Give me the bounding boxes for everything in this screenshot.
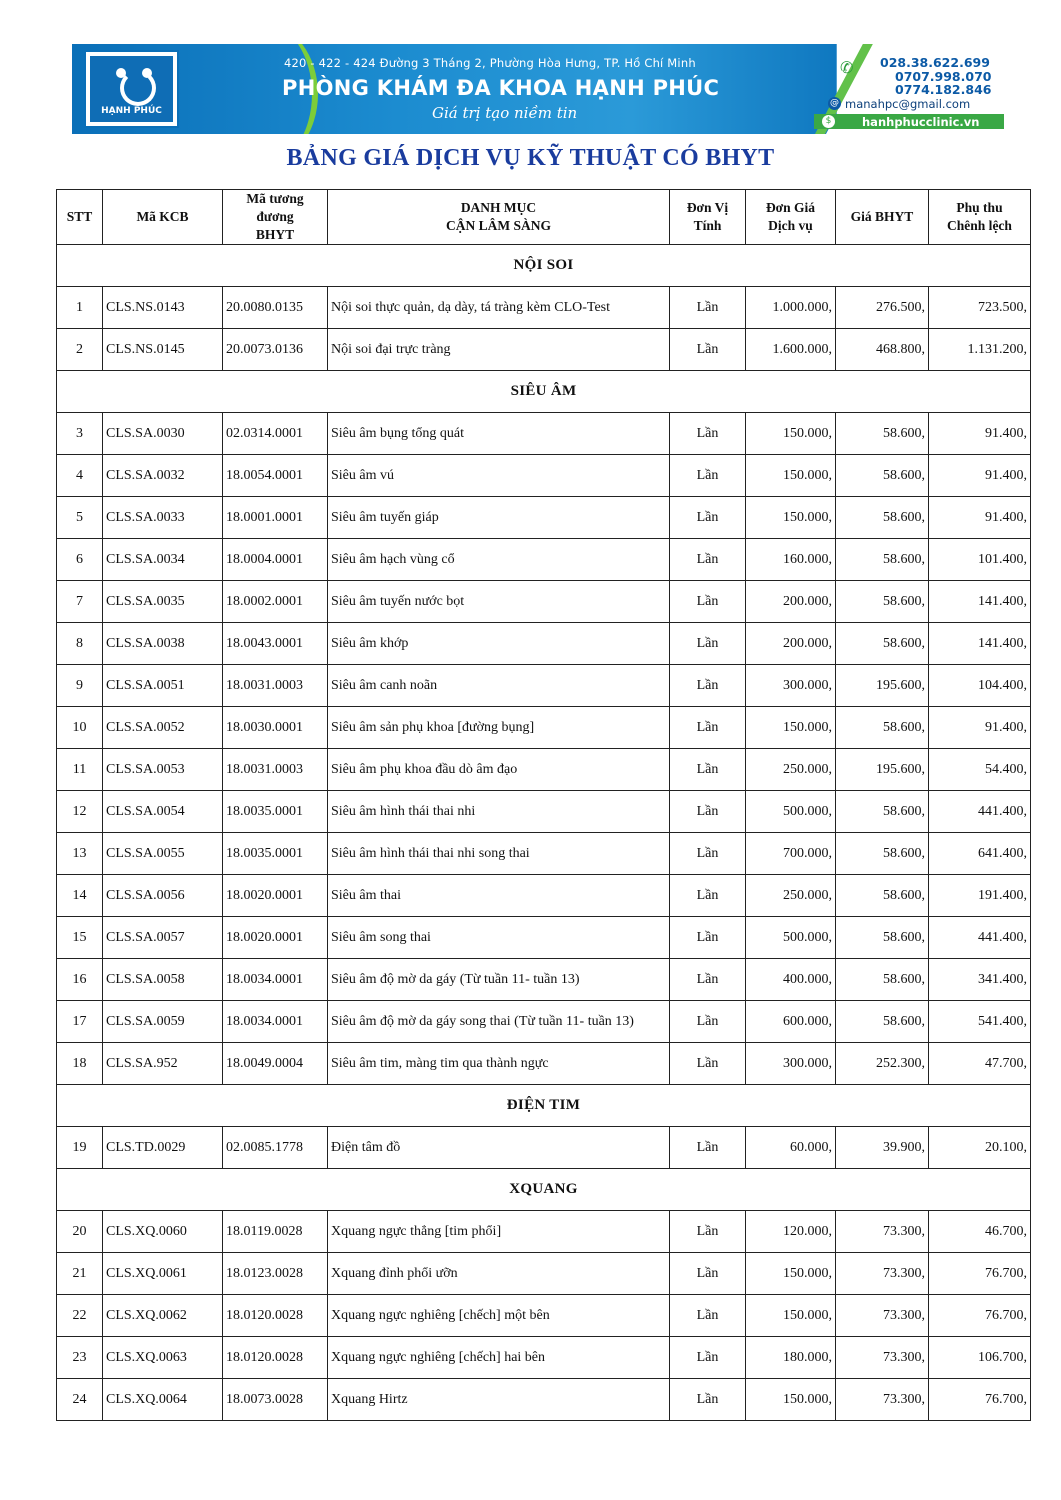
cell-service-price: 600.000, [746,1001,836,1043]
cell-price-difference: 20.100, [929,1127,1031,1169]
col-header-stt: STT [57,190,103,245]
cell-bhyt-price: 39.900, [836,1127,929,1169]
cell-unit: Lần [670,1337,746,1379]
cell-bhyt-price: 58.600, [836,1001,929,1043]
cell-stt: 14 [57,875,103,917]
cell-unit: Lần [670,917,746,959]
cell-bhyt-map: 18.0043.0001 [223,623,328,665]
cell-bhyt-price: 58.600, [836,455,929,497]
cell-bhyt-map: 18.0030.0001 [223,707,328,749]
cell-service-price: 300.000, [746,1043,836,1085]
cell-unit: Lần [670,875,746,917]
table-row [57,791,1031,833]
cell-unit: Lần [670,329,746,371]
col-header-name: DANH MỤC CẬN LÂM SÀNG [328,190,670,245]
table-row [57,623,1031,665]
cell-service-name: Siêu âm hình thái thai nhi song thai [328,833,670,875]
cell-bhyt-map: 18.0119.0028 [223,1211,328,1253]
section-title: XQUANG [57,1169,1031,1211]
section-header-row [57,371,1031,413]
cell-bhyt-price: 195.600, [836,665,929,707]
cell-service-name: Xquang đỉnh phổi ưỡn [328,1253,670,1295]
clinic-logo [84,50,179,128]
cell-bhyt-price: 58.600, [836,959,929,1001]
cell-service-name: Siêu âm hạch vùng cổ [328,539,670,581]
cell-stt: 8 [57,623,103,665]
cell-bhyt-map: 18.0001.0001 [223,497,328,539]
cell-code: CLS.SA.0052 [103,707,223,749]
cell-bhyt-price: 58.600, [836,791,929,833]
cell-service-name: Điện tâm đồ [328,1127,670,1169]
col-header-code: Mã KCB [103,190,223,245]
cell-bhyt-price: 73.300, [836,1337,929,1379]
phone-number: 0707.998.070 [895,69,992,84]
table-row [57,1337,1031,1379]
cell-service-price: 150.000, [746,1379,836,1421]
cell-service-name: Nội soi đại trực tràng [328,329,670,371]
cell-bhyt-price: 58.600, [836,707,929,749]
table-row [57,1379,1031,1421]
cell-service-price: 500.000, [746,917,836,959]
cell-code: CLS.SA.0057 [103,917,223,959]
table-row [57,413,1031,455]
cell-unit: Lần [670,455,746,497]
cell-stt: 18 [57,1043,103,1085]
globe-icon: $ [822,115,835,128]
cell-stt: 23 [57,1337,103,1379]
cell-code: CLS.SA.0056 [103,875,223,917]
section-header-row [57,1085,1031,1127]
cell-price-difference: 441.400, [929,917,1031,959]
logo-text: HẠNH PHÚC [101,106,162,116]
cell-bhyt-map: 18.0004.0001 [223,539,328,581]
cell-price-difference: 101.400, [929,539,1031,581]
cell-service-price: 150.000, [746,1295,836,1337]
table-row [57,1043,1031,1085]
cell-code: CLS.SA.0053 [103,749,223,791]
cell-unit: Lần [670,665,746,707]
cell-price-difference: 47.700, [929,1043,1031,1085]
cell-price-difference: 91.400, [929,413,1031,455]
cell-unit: Lần [670,1127,746,1169]
cell-service-price: 1.000.000, [746,287,836,329]
cell-service-name: Siêu âm độ mờ da gáy song thai (Từ tuần 11- tuần 13) [328,1001,670,1043]
cell-bhyt-map: 02.0314.0001 [223,413,328,455]
cell-stt: 9 [57,665,103,707]
cell-unit: Lần [670,749,746,791]
cell-bhyt-map: 18.0054.0001 [223,455,328,497]
cell-stt: 11 [57,749,103,791]
cell-service-price: 200.000, [746,581,836,623]
cell-code: CLS.TD.0029 [103,1127,223,1169]
cell-unit: Lần [670,707,746,749]
section-title: NỘI SOI [57,245,1031,287]
cell-stt: 22 [57,1295,103,1337]
cell-service-price: 120.000, [746,1211,836,1253]
cell-service-name: Siêu âm khớp [328,623,670,665]
cell-stt: 4 [57,455,103,497]
cell-stt: 21 [57,1253,103,1295]
cell-bhyt-map: 02.0085.1778 [223,1127,328,1169]
cell-bhyt-price: 58.600, [836,917,929,959]
cell-service-name: Siêu âm song thai [328,917,670,959]
cell-unit: Lần [670,497,746,539]
cell-code: CLS.SA.952 [103,1043,223,1085]
cell-bhyt-price: 58.600, [836,539,929,581]
table-row [57,1253,1031,1295]
cell-service-name: Siêu âm tim, màng tim qua thành ngực [328,1043,670,1085]
cell-stt: 6 [57,539,103,581]
col-header-bhyt: Giá BHYT [836,190,929,245]
cell-stt: 17 [57,1001,103,1043]
cell-service-price: 500.000, [746,791,836,833]
cell-bhyt-price: 58.600, [836,875,929,917]
cell-service-price: 200.000, [746,623,836,665]
cell-bhyt-map: 20.0073.0136 [223,329,328,371]
cell-service-price: 150.000, [746,455,836,497]
cell-price-difference: 76.700, [929,1253,1031,1295]
cell-code: CLS.NS.0145 [103,329,223,371]
cell-code: CLS.SA.0055 [103,833,223,875]
cell-code: CLS.XQ.0062 [103,1295,223,1337]
cell-service-name: Siêu âm canh noãn [328,665,670,707]
cell-service-name: Xquang ngực nghiêng [chếch] hai bên [328,1337,670,1379]
section-header-row [57,1169,1031,1211]
email-icon: @ [830,98,839,108]
cell-code: CLS.SA.0038 [103,623,223,665]
cell-service-name: Siêu âm tuyến nước bọt [328,581,670,623]
cell-service-price: 150.000, [746,497,836,539]
cell-service-price: 250.000, [746,749,836,791]
table-row [57,497,1031,539]
cell-stt: 3 [57,413,103,455]
cell-stt: 10 [57,707,103,749]
cell-stt: 24 [57,1379,103,1421]
cell-unit: Lần [670,1253,746,1295]
cell-code: CLS.SA.0059 [103,1001,223,1043]
col-header-diff: Phụ thu Chênh lệch [929,190,1031,245]
cell-unit: Lần [670,1295,746,1337]
cell-service-name: Nội soi thực quản, dạ dày, tá tràng kèm CLO-Test [328,287,670,329]
cell-bhyt-map: 18.0031.0003 [223,749,328,791]
table-header-row [57,190,1031,245]
cell-bhyt-price: 73.300, [836,1295,929,1337]
cell-price-difference: 76.700, [929,1379,1031,1421]
cell-bhyt-price: 58.600, [836,413,929,455]
cell-stt: 2 [57,329,103,371]
cell-bhyt-price: 73.300, [836,1253,929,1295]
cell-service-price: 400.000, [746,959,836,1001]
table-row [57,329,1031,371]
cell-service-price: 1.600.000, [746,329,836,371]
cell-code: CLS.XQ.0060 [103,1211,223,1253]
cell-unit: Lần [670,287,746,329]
cell-code: CLS.SA.0035 [103,581,223,623]
cell-price-difference: 141.400, [929,623,1031,665]
cell-service-name: Siêu âm thai [328,875,670,917]
cell-unit: Lần [670,413,746,455]
cell-service-name: Siêu âm tuyến giáp [328,497,670,539]
table-row [57,455,1031,497]
cell-code: CLS.SA.0051 [103,665,223,707]
cell-code: CLS.SA.0030 [103,413,223,455]
table-row [57,1127,1031,1169]
cell-service-price: 300.000, [746,665,836,707]
cell-service-name: Siêu âm bụng tổng quát [328,413,670,455]
cell-price-difference: 341.400, [929,959,1031,1001]
cell-service-price: 150.000, [746,707,836,749]
clinic-slogan: Giá trị tạo niềm tin [432,104,578,122]
cell-unit: Lần [670,581,746,623]
cell-bhyt-map: 18.0020.0001 [223,917,328,959]
cell-unit: Lần [670,623,746,665]
cell-bhyt-price: 58.600, [836,623,929,665]
cell-service-name: Siêu âm sản phụ khoa [đường bụng] [328,707,670,749]
col-header-bhyt-map: Mã tương đương BHYT [223,190,328,245]
cell-bhyt-price: 195.600, [836,749,929,791]
cell-bhyt-map: 18.0020.0001 [223,875,328,917]
cell-bhyt-price: 73.300, [836,1211,929,1253]
table-row [57,1295,1031,1337]
table-body [57,245,1031,1421]
section-header-row [57,245,1031,287]
cell-unit: Lần [670,1211,746,1253]
cell-unit: Lần [670,539,746,581]
cell-bhyt-map: 18.0123.0028 [223,1253,328,1295]
table-row [57,959,1031,1001]
cell-price-difference: 91.400, [929,707,1031,749]
cell-code: CLS.NS.0143 [103,287,223,329]
cell-code: CLS.XQ.0061 [103,1253,223,1295]
cell-service-price: 700.000, [746,833,836,875]
cell-bhyt-price: 252.300, [836,1043,929,1085]
table-row [57,665,1031,707]
cell-price-difference: 1.131.200, [929,329,1031,371]
cell-service-name: Siêu âm vú [328,455,670,497]
cell-bhyt-map: 20.0080.0135 [223,287,328,329]
cell-price-difference: 141.400, [929,581,1031,623]
table-row [57,917,1031,959]
cell-code: CLS.SA.0058 [103,959,223,1001]
cell-bhyt-map: 18.0034.0001 [223,1001,328,1043]
cell-stt: 12 [57,791,103,833]
cell-price-difference: 723.500, [929,287,1031,329]
cell-price-difference: 46.700, [929,1211,1031,1253]
cell-price-difference: 76.700, [929,1295,1031,1337]
table-row [57,539,1031,581]
cell-service-price: 150.000, [746,413,836,455]
price-table [56,189,1031,1421]
table-row [57,833,1031,875]
cell-unit: Lần [670,791,746,833]
section-title: SIÊU ÂM [57,371,1031,413]
cell-bhyt-map: 18.0034.0001 [223,959,328,1001]
cell-stt: 1 [57,287,103,329]
cell-service-name: Siêu âm hình thái thai nhi [328,791,670,833]
cell-bhyt-price: 58.600, [836,581,929,623]
cell-code: CLS.SA.0034 [103,539,223,581]
cell-bhyt-map: 18.0035.0001 [223,833,328,875]
cell-service-price: 160.000, [746,539,836,581]
cell-price-difference: 104.400, [929,665,1031,707]
cell-stt: 20 [57,1211,103,1253]
table-row [57,581,1031,623]
table-row [57,1001,1031,1043]
cell-stt: 19 [57,1127,103,1169]
email-address: manahpc@gmail.com [845,97,971,111]
table-row [57,287,1031,329]
cell-service-price: 250.000, [746,875,836,917]
col-header-price: Đơn Giá Dịch vụ [746,190,836,245]
phone-icon: ✆ [840,60,854,77]
cell-unit: Lần [670,959,746,1001]
clinic-address: 420 - 422 - 424 Đường 3 Tháng 2, Phường Hòa Hưng, TP. Hồ Chí Minh [284,56,696,70]
cell-code: CLS.SA.0032 [103,455,223,497]
cell-service-name: Xquang Hirtz [328,1379,670,1421]
cell-service-name: Xquang ngực nghiêng [chếch] một bên [328,1295,670,1337]
cell-price-difference: 106.700, [929,1337,1031,1379]
table-row [57,875,1031,917]
cell-code: CLS.XQ.0063 [103,1337,223,1379]
cell-price-difference: 541.400, [929,1001,1031,1043]
cell-bhyt-map: 18.0035.0001 [223,791,328,833]
cell-bhyt-price: 58.600, [836,497,929,539]
table-row [57,707,1031,749]
cell-service-name: Xquang ngực thẳng [tim phổi] [328,1211,670,1253]
cell-bhyt-map: 18.0120.0028 [223,1295,328,1337]
cell-price-difference: 441.400, [929,791,1031,833]
cell-bhyt-map: 18.0031.0003 [223,665,328,707]
cell-bhyt-map: 18.0049.0004 [223,1043,328,1085]
cell-unit: Lần [670,1043,746,1085]
cell-stt: 16 [57,959,103,1001]
cell-bhyt-map: 18.0073.0028 [223,1379,328,1421]
cell-bhyt-price: 73.300, [836,1379,929,1421]
cell-stt: 5 [57,497,103,539]
table-row [57,749,1031,791]
cell-service-name: Siêu âm độ mờ da gáy (Từ tuần 11- tuần 13) [328,959,670,1001]
cell-price-difference: 91.400, [929,497,1031,539]
cell-price-difference: 191.400, [929,875,1031,917]
website-address: hanhphucclinic.vn [862,115,980,129]
cell-service-price: 180.000, [746,1337,836,1379]
table-row [57,1211,1031,1253]
phone-number: 028.38.622.699 [880,55,990,70]
clinic-banner [72,44,1004,134]
cell-stt: 7 [57,581,103,623]
cell-code: CLS.XQ.0064 [103,1379,223,1421]
cell-service-price: 150.000, [746,1253,836,1295]
cell-service-price: 60.000, [746,1127,836,1169]
cell-unit: Lần [670,1001,746,1043]
cell-bhyt-map: 18.0002.0001 [223,581,328,623]
smile-icon [120,70,156,106]
cell-stt: 15 [57,917,103,959]
cell-price-difference: 91.400, [929,455,1031,497]
cell-unit: Lần [670,833,746,875]
cell-code: CLS.SA.0033 [103,497,223,539]
section-title: ĐIỆN TIM [57,1085,1031,1127]
cell-code: CLS.SA.0054 [103,791,223,833]
cell-service-name: Siêu âm phụ khoa đầu dò âm đạo [328,749,670,791]
cell-bhyt-price: 276.500, [836,287,929,329]
page-title: BẢNG GIÁ DỊCH VỤ KỸ THUẬT CÓ BHYT [286,145,775,171]
cell-price-difference: 54.400, [929,749,1031,791]
cell-bhyt-price: 468.800, [836,329,929,371]
col-header-unit: Đơn Vị Tính [670,190,746,245]
cell-stt: 13 [57,833,103,875]
cell-bhyt-map: 18.0120.0028 [223,1337,328,1379]
phone-number: 0774.182.846 [895,82,992,97]
cell-unit: Lần [670,1379,746,1421]
cell-bhyt-price: 58.600, [836,833,929,875]
cell-price-difference: 641.400, [929,833,1031,875]
clinic-name: PHÒNG KHÁM ĐA KHOA HẠNH PHÚC [282,76,720,100]
